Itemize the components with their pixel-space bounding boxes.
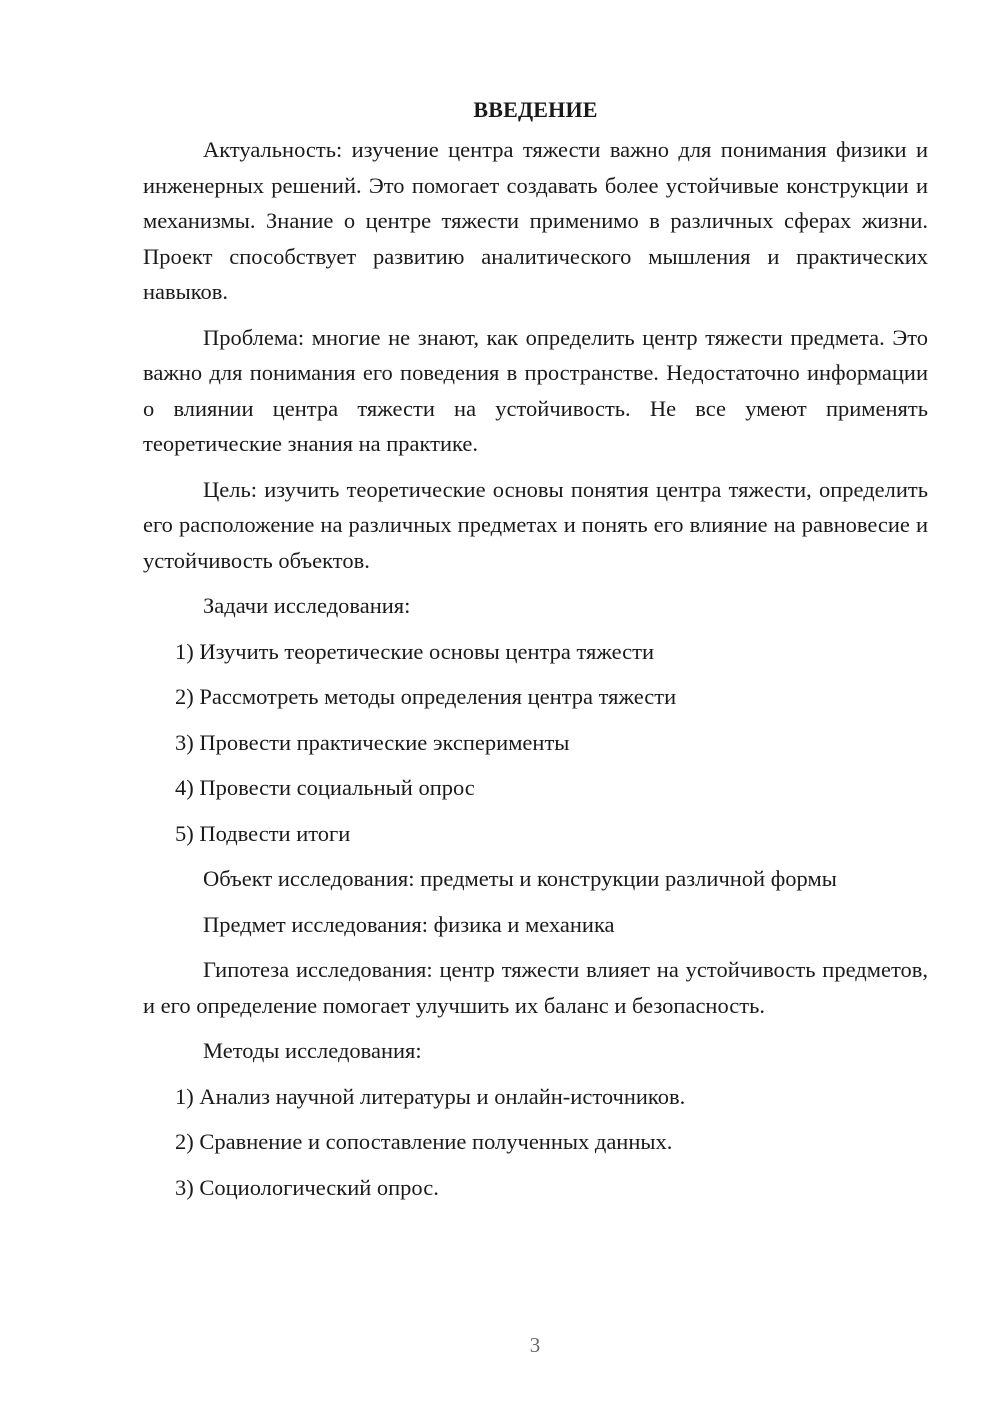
goal-paragraph: Цель: изучить теоретические основы понятия центра тяжести, определить его расположение на различных предметах и понять его влияние на равновесие и устойчивость объектов. xyxy=(143,476,928,573)
task-item: 5) Подвести итоги xyxy=(175,820,351,846)
hypothesis-paragraph: Гипотеза исследования: центр тяжести влияет на устойчивость предметов, и его определение помогает улучшить их баланс и безопасность. xyxy=(143,957,928,1018)
method-item: 1) Анализ научной литературы и онлайн-источников. xyxy=(175,1083,686,1109)
problem-paragraph: Проблема: многие не знают, как определить центр тяжести предмета. Это важно для понимания его поведения в пространстве. Недостаточно информации о влиянии центра тяжести на устойчивость. Не все умеют применять теоретические знания на практике. xyxy=(143,324,928,456)
document-page xyxy=(143,92,928,1215)
task-item: 2) Рассмотреть методы определения центра тяжести xyxy=(175,684,677,709)
method-item: 2) Сравнение и сопоставление полученных данных. xyxy=(175,1129,673,1154)
task-item: 3) Провести практические эксперименты xyxy=(175,729,570,755)
page-title: ВВЕДЕНИЕ xyxy=(473,97,598,122)
task-item: 4) Провести социальный опрос xyxy=(175,775,475,800)
page-number: 3 xyxy=(529,1333,541,1357)
relevance-paragraph: Актуальность: изучение центра тяжести важно для понимания физики и инженерных решений. Это помогает создавать более устойчивые конструкции и механизмы. Знание о центре тяжести применимо в различных сферах жизни. Проект способствует развитию аналитического мышления и практических навыков. xyxy=(143,137,928,304)
method-item: 3) Социологический опрос. xyxy=(175,1174,439,1200)
task-item: 1) Изучить теоретические основы центра тяжести xyxy=(175,638,655,664)
research-subject: Предмет исследования: физика и механика xyxy=(203,911,615,937)
tasks-heading: Задачи исследования: xyxy=(203,593,411,618)
methods-heading: Методы исследования: xyxy=(203,1038,422,1063)
research-object: Объект исследования: предметы и конструкции различной формы xyxy=(203,866,837,891)
